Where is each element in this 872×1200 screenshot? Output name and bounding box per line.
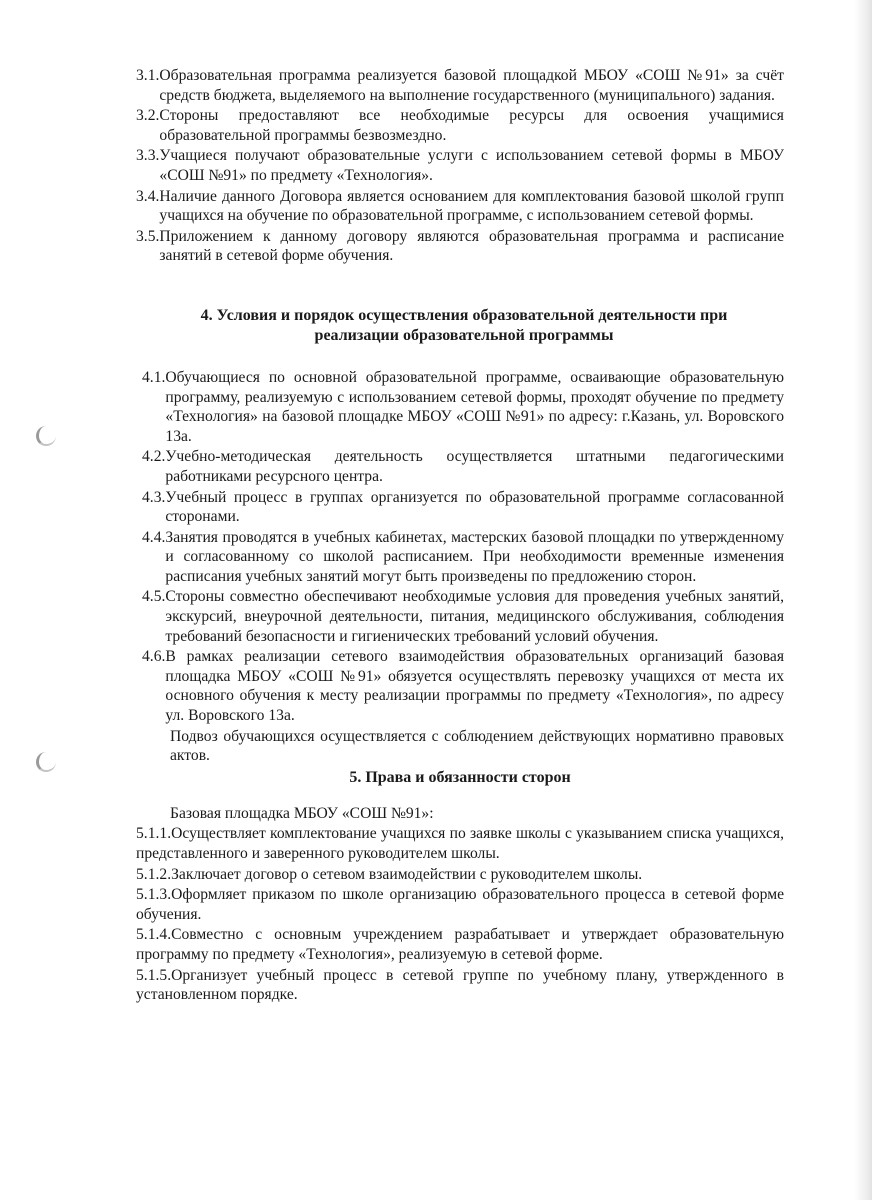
paragraph: 5.1.3.Оформляет приказом по школе организацию образовательного процесса в сетевой форме обучения. [136, 886, 784, 923]
paragraph: 5.1.5.Организует учебный процесс в сетевой группе по учебному плану, утвержденного в установленном порядке. [136, 966, 784, 1004]
section-4-title-line2: реализации образовательной программы [314, 326, 614, 344]
item-text: Занятия проводятся в учебных кабинетах, мастерских базовой площадки по утвержденному и согласованному со школой расписанием. При необходимости временные изменения расписания учебных занятий могут быть произведены по предложению сторон. [165, 528, 784, 585]
item-text: Приложением к данному договору являются образовательная программа и расписание занятий в сетевой форме обучения. [159, 227, 784, 265]
list-item [142, 368, 784, 446]
section-4-heading [136, 306, 784, 346]
item-number: 3.3. [136, 147, 160, 165]
continuation-paragraph: Подвоз обучающихся осуществляется с соблюдением действующих нормативно правовых актов. [170, 727, 784, 765]
item-number: 3.1. [136, 67, 160, 84]
list-item [142, 647, 784, 725]
item-number: 4.1. [142, 368, 166, 386]
item-number: 4.2. [142, 448, 166, 466]
item-text: Учебный процесс в группах организуется по образовательной программе согласованной сторонами. [165, 488, 784, 526]
paragraph: 5.1.1.Осуществляет комплектование учащихся по заявке школы с указыванием списка учащихся, представленного и заверенного руководителем школы. [136, 825, 784, 862]
item-text: Учащиеся получают образовательные услуги с использованием сетевой формы в МБОУ «СОШ №91» по предмету «Технология». [159, 147, 784, 184]
item-number: 3.5. [136, 227, 160, 245]
list-item [136, 227, 784, 266]
list-item [136, 66, 784, 105]
list-item [136, 146, 784, 185]
item-text: Наличие данного Договора является основанием для комплектования базовой школой групп учащихся на обучение по образовательной программе, с использованием сетевой формы. [159, 187, 784, 225]
list-item [142, 488, 784, 527]
item-text: Обучающиеся по основной образовательной программе, осваивающие образовательную программу, реализуемую с использованием сетевой формы, проходят обучение по предмету «Технология» на базовой площадке МБОУ «СОШ №91» по адресу: г.Казань, ул. Воровского 13а. [165, 368, 784, 445]
item-number: 3.2. [136, 107, 160, 125]
section-4-list [136, 368, 784, 766]
list-item [142, 528, 784, 587]
item-text: Стороны предоставляют все необходимые ресурсы для освоения учащимися образовательной программы безвозмездно. [159, 107, 784, 144]
section-3-list [136, 66, 784, 266]
list-item [142, 587, 784, 646]
list-item [136, 106, 784, 145]
section-5-heading: 5. Права и обязанности сторон [349, 768, 571, 786]
item-number: 4.3. [142, 488, 166, 506]
item-text: Стороны совместно обеспечивают необходимые условия для проведения учебных занятий, экскурсий, внеурочной деятельности, питания, медицинского обслуживания, соблюдения требований безопасности и гигиенических требований условий обучения. [165, 588, 784, 645]
list-item [136, 187, 784, 226]
item-text: Образовательная программа реализуется базовой площадкой МБОУ «СОШ №91» за счёт средств бюджета, выделяемого на выполнение государственного (муниципального) задания. [159, 67, 784, 104]
item-number: 3.4. [136, 187, 160, 205]
item-number: 4.6. [142, 648, 166, 666]
section-5-body [136, 804, 784, 1005]
item-number: 4.5. [142, 588, 166, 606]
item-text: В рамках реализации сетевого взаимодействия образовательных организаций базовая площадка МБОУ «СОШ №91» обязуется осуществлять перевозку учащихся от места их основного обучения к месту реализации программы по предмету «Технология», по адресу ул. Воровского 13а. [165, 648, 784, 725]
item-text: Учебно-методическая деятельность осуществляется штатными педагогическими работниками ресурсного центра. [165, 448, 784, 485]
paragraph: 5.1.2.Заключает договор о сетевом взаимодействии с руководителем школы. [136, 865, 643, 883]
list-item [142, 447, 784, 486]
section-5-intro: Базовая площадка МБОУ «СОШ №91»: [170, 804, 434, 822]
punch-hole-mark [36, 752, 56, 772]
page-edge-shadow [854, 0, 872, 1200]
section-4-title-line1: 4. Условия и порядок осуществления образовательной деятельности при [200, 306, 728, 324]
item-number: 4.4. [142, 528, 166, 546]
punch-hole-mark [36, 426, 56, 446]
document-body [136, 66, 784, 1006]
paragraph: 5.1.4.Совместно с основным учреждением разрабатывает и утверждает образовательную программу по предмету «Технология», реализуемую в сетевой форме. [136, 926, 784, 963]
